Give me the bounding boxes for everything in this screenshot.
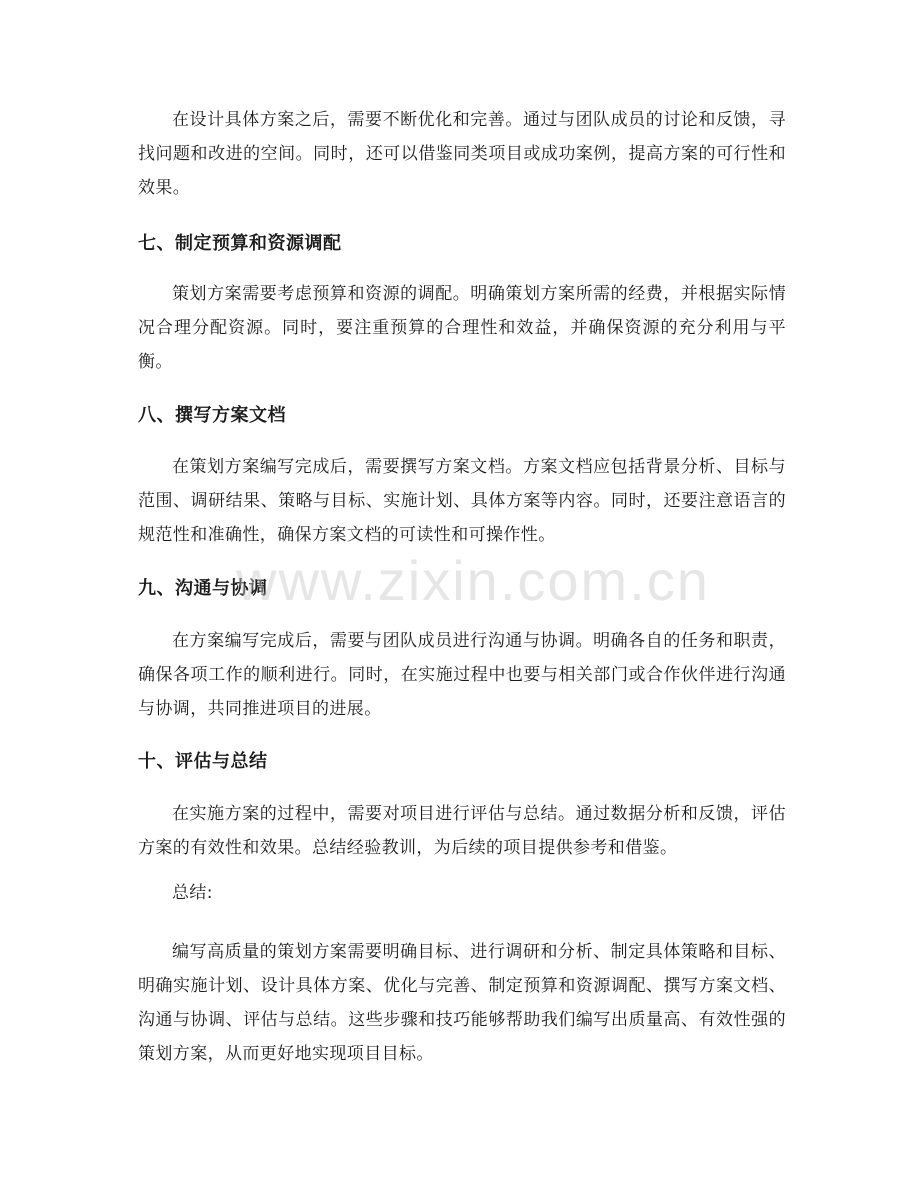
- paragraph-text: 策划方案需要考虑预算和资源的调配。明确策划方案所需的经费，并根据实际情况合理分配资源。同时，要注重预算的合理性和效益，并确保资源的充分利用与平衡。: [138, 284, 786, 372]
- section-9-heading: [138, 574, 786, 604]
- section-7-body: [138, 277, 786, 379]
- section-heading: 七、制定预算和资源调配: [138, 233, 342, 254]
- summary-label-block: [138, 876, 786, 910]
- paragraph-text: 在设计具体方案之后，需要不断优化和完善。通过与团队成员的讨论和反馈，寻找问题和改进的空间。同时，还可以借鉴同类项目或成功案例，提高方案的可行性和效果。: [138, 110, 786, 198]
- section-7-heading: [138, 229, 786, 259]
- paragraph-text: 在策划方案编写完成后，需要撰写方案文档。方案文档应包括背景分析、目标与范围、调研结果、策略与目标、实施计划、具体方案等内容。同时，还要注意语言的规范性和准确性，确保方案文档的可读性和可操作性。: [138, 457, 786, 545]
- summary-body: [138, 935, 786, 1071]
- section-8-heading: [138, 401, 786, 431]
- section-10-heading: [138, 747, 786, 777]
- section-heading: 八、撰写方案文档: [138, 405, 286, 426]
- paragraph-text: 在方案编写完成后，需要与团队成员进行沟通与协调。明确各自的任务和职责，确保各项工作的顺利进行。同时，在实施过程中也要与相关部门或合作伙伴进行沟通与协调，共同推进项目的进展。: [138, 631, 786, 719]
- section-heading: 九、沟通与协调: [138, 578, 268, 599]
- section-9-body: [138, 624, 786, 726]
- paragraph-optimize: [138, 103, 786, 205]
- section-heading: 十、评估与总结: [138, 751, 268, 772]
- watermark-text: www.zixin.com.cn: [236, 549, 710, 612]
- paragraph-text: 在实施方案的过程中，需要对项目进行评估与总结。通过数据分析和反馈，评估方案的有效性和效果。总结经验教训，为后续的项目提供参考和借鉴。: [138, 804, 786, 858]
- section-8-body: [138, 450, 786, 552]
- section-10-body: [138, 797, 786, 865]
- summary-label: 总结:: [172, 883, 213, 903]
- paragraph-text: 编写高质量的策划方案需要明确目标、进行调研和分析、制定具体策略和目标、明确实施计划、设计具体方案、优化与完善、制定预算和资源调配、撰写方案文档、沟通与协调、评估与总结。这些步骤和技巧能够帮助我们编写出质量高、有效性强的策划方案，从而更好地实现项目目标。: [138, 942, 786, 1064]
